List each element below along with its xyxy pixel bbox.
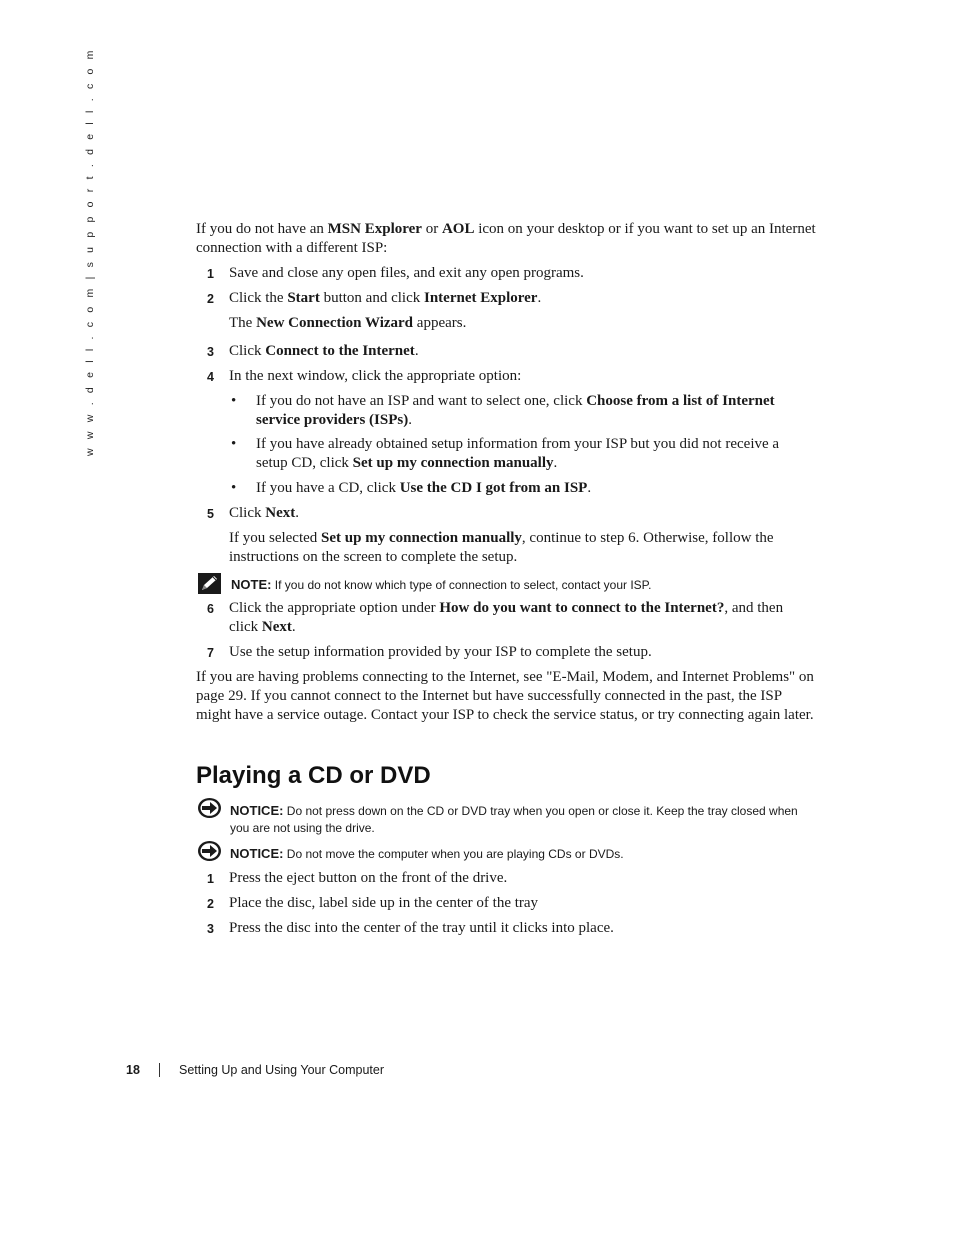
step-text: Click Connect to the Internet. [229, 343, 419, 359]
step-text: Use the setup information provided by your ISP to complete the setup. [229, 644, 652, 660]
step-text: In the next window, click the appropriate option: [229, 368, 522, 384]
bullet-item: If you have a CD, click Use the CD I got from an ISP. [256, 480, 592, 496]
step-text: Press the disc into the center of the tray until it clicks into place. [229, 920, 614, 936]
step-number: 2 [207, 897, 214, 911]
step-subtext: If you selected Set up my connection manually, continue to step 6. Otherwise, follow the instructions on the screen to complete the setup. [229, 530, 774, 565]
notice-arrow-icon [197, 797, 222, 819]
step-number: 5 [207, 507, 214, 521]
step-text: Click Next. [229, 505, 299, 521]
step-number: 7 [207, 646, 214, 660]
step-number: 1 [207, 872, 214, 886]
step-text: Click the appropriate option under How do you want to connect to the Internet?, and then click Next. [229, 600, 784, 635]
intro-paragraph: If you do not have an MSN Explorer or AOL icon on your desktop or if you want to set up an Internet connection with a different ISP: [196, 221, 816, 256]
step-number: 3 [207, 922, 214, 936]
notice-arrow-icon [197, 840, 222, 862]
page-number: 18 [126, 1063, 140, 1077]
step-text: Press the eject button on the front of the drive. [229, 870, 508, 886]
aol-label: AOL [441, 221, 475, 237]
step-number: 3 [207, 345, 214, 359]
note-callout: NOTE: If you do not know which type of connection to select, contact your ISP. [231, 577, 652, 592]
step-number: 2 [207, 292, 214, 306]
sidebar-url: w w w . d e l l . c o m | s u p p o r t . d e l l . c o m [84, 47, 96, 456]
notice-label: NOTICE: [230, 846, 284, 861]
notice-label: NOTICE: [230, 803, 284, 818]
step-text: Save and close any open files, and exit any open programs. [229, 265, 584, 281]
footer-divider [159, 1063, 160, 1077]
step-number: 4 [207, 370, 214, 384]
troubleshoot-paragraph: If you are having problems connecting to the Internet, see "E-Mail, Modem, and Internet Problems" on page 29. If you cannot connect to the Internet but have successfully connected in the past, the ISP might have a service outage. Contact your ISP to check the service status, or try connecting again later. [196, 669, 814, 723]
notice-callout: NOTICE: Do not move the computer when you are playing CDs or DVDs. [230, 846, 624, 861]
bullet-item: If you have already obtained setup information from your ISP but you did not receive a setup CD, click Set up my connection manually. [256, 436, 780, 471]
bullet-mark: • [231, 393, 237, 409]
step-text: Click the Start button and click Internet Explorer. [229, 290, 542, 306]
notice-callout: NOTICE: Do not press down on the CD or DVD tray when you open or close it. Keep the tray closed when you are not using the drive. [230, 803, 798, 835]
section-title: Playing a CD or DVD [196, 762, 431, 789]
step-subtext: The New Connection Wizard appears. [229, 315, 467, 331]
note-pencil-icon [198, 573, 221, 594]
step-text: Place the disc, label side up in the center of the tray [229, 895, 539, 911]
step-number: 1 [207, 267, 214, 281]
step-number: 6 [207, 602, 214, 616]
bullet-item: If you do not have an ISP and want to select one, click Choose from a list of Internet service providers (ISPs). [256, 393, 775, 428]
bullet-mark: • [231, 480, 237, 496]
note-label: NOTE: [231, 577, 272, 592]
msn-explorer-label: MSN Explorer [327, 221, 422, 237]
chapter-title: Setting Up and Using Your Computer [179, 1063, 384, 1077]
bullet-mark: • [231, 436, 237, 452]
